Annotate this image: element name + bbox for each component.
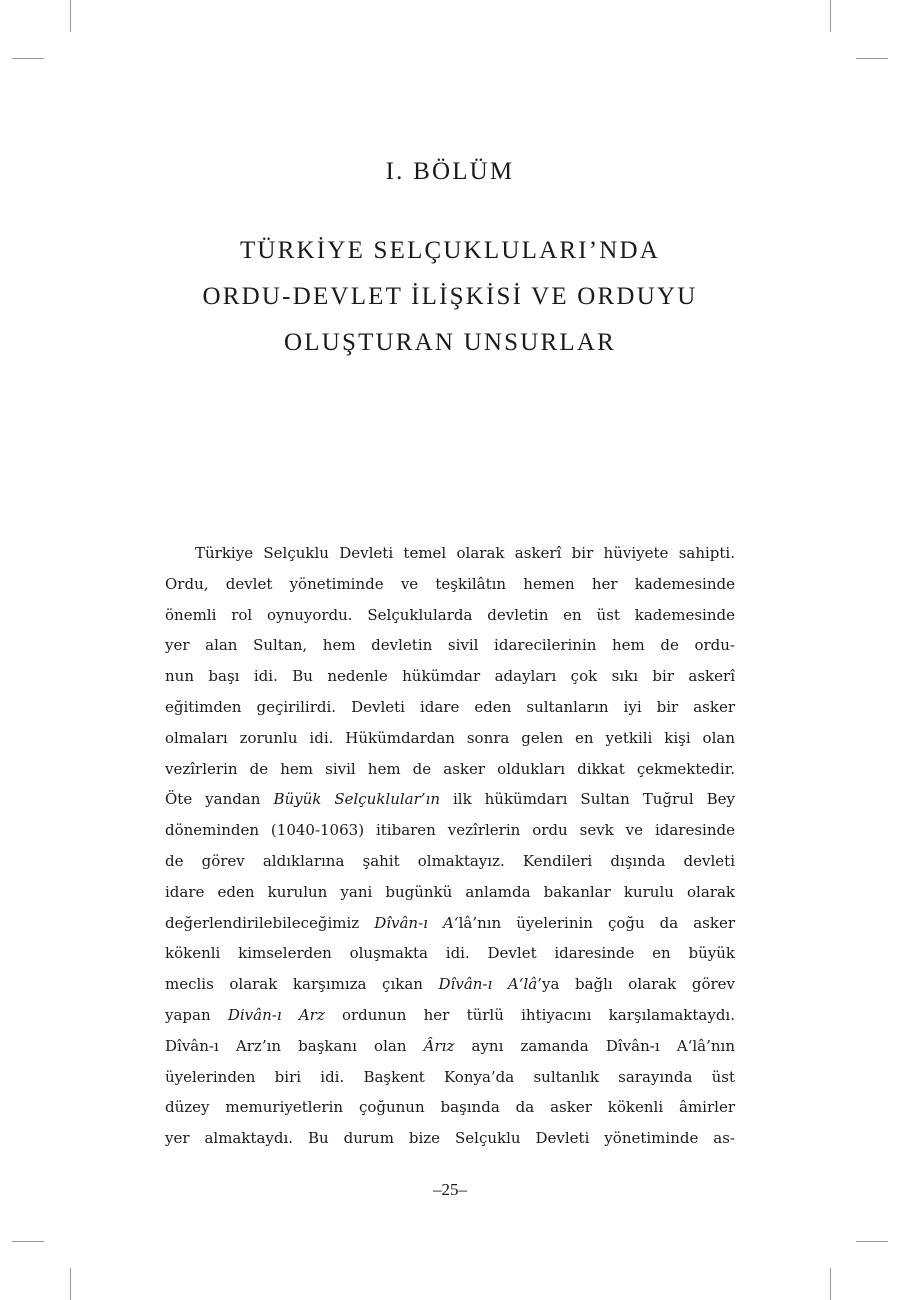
text-segment: yapan bbox=[165, 1005, 228, 1024]
text-line: olmaları zorunlu idi. Hükümdardan sonra gelen en yetkili kişi olan bbox=[165, 728, 735, 747]
text-line: yer almaktaydı. Bu durum bize Selçuklu Devleti yönetiminde as- bbox=[165, 1129, 735, 1148]
text-segment: ’ya bağlı olarak görev bbox=[537, 975, 735, 994]
text-line: düzey memuriyetlerin çoğunun başında da asker kökenli âmirler bbox=[165, 1098, 735, 1117]
crop-mark bbox=[12, 1241, 44, 1242]
crop-mark bbox=[70, 1268, 71, 1300]
chapter-title-line: TÜRKİYE SELÇUKLULARI’NDA bbox=[239, 237, 661, 264]
text-line bbox=[165, 908, 735, 939]
chapter-title-line: OLUŞTURAN UNSURLAR bbox=[284, 329, 616, 356]
text-line: Türkiye Selçuklu Devleti temel olarak askerî bir hüviyete sahipti. bbox=[195, 544, 735, 562]
chapter-title bbox=[0, 228, 900, 366]
text-line bbox=[165, 969, 735, 1000]
text-line: de görev aldıklarına şahit olmaktayız. Kendileri dışında devleti bbox=[165, 851, 735, 870]
crop-mark bbox=[70, 0, 71, 32]
chapter-title-line: ORDU-DEVLET İLİŞKİSİ VE ORDUYU bbox=[202, 283, 698, 310]
crop-mark bbox=[830, 0, 831, 32]
italic-term: Dîvân-ı A‘lâ bbox=[438, 975, 538, 994]
crop-mark bbox=[12, 58, 44, 59]
italic-term: Ârız bbox=[423, 1036, 455, 1055]
crop-mark bbox=[856, 58, 888, 59]
text-line bbox=[165, 1031, 735, 1062]
text-segment: meclis olarak karşımıza çıkan bbox=[165, 975, 439, 994]
text-line: nun başı idi. Bu nedenle hükümdar adayları çok sıkı bir askerî bbox=[165, 667, 735, 686]
text-line: yer alan Sultan, hem devletin sivil idarecilerinin hem de ordu- bbox=[165, 636, 735, 655]
text-line: Ordu, devlet yönetiminde ve teşkilâtın hemen her kademesinde bbox=[165, 574, 735, 593]
crop-mark bbox=[830, 1268, 831, 1300]
text-line: kökenli kimselerden oluşmakta idi. Devlet idaresinde en büyük bbox=[165, 944, 735, 963]
italic-term: Büyük Selçuklular’ın bbox=[273, 790, 441, 809]
text-segment: ordunun her türlü ihtiyacını karşılamaktaydı. bbox=[324, 1005, 735, 1024]
italic-term: Divân-ı Arz bbox=[227, 1005, 325, 1024]
text-line bbox=[165, 1000, 735, 1031]
text-line: önemli rol oynuyordu. Selçuklularda devletin en üst kademesinde bbox=[165, 605, 735, 624]
text-line: vezîrlerin de hem sivil hem de asker oldukları dikkat çekmektedir. bbox=[165, 759, 735, 778]
text-segment: Dîvân-ı Arz’ın başkanı olan bbox=[165, 1036, 424, 1055]
text-segment: ilk hükümdarı Sultan Tuğrul Bey bbox=[440, 790, 735, 809]
chapter-heading: I. BÖLÜM bbox=[385, 158, 515, 185]
text-segment: aynı zamanda Dîvân-ı A‘lâ’nın bbox=[454, 1036, 735, 1055]
text-segment: lâ’nın üyelerinin çoğu da asker bbox=[458, 913, 735, 932]
body-paragraph bbox=[165, 538, 735, 1154]
italic-term: Dîvân-ı A‘ bbox=[374, 913, 459, 932]
text-line: idare eden kurulun yani bugünkü anlamda bakanlar kurulu olarak bbox=[165, 882, 735, 901]
crop-mark bbox=[856, 1241, 888, 1242]
page-number: –25– bbox=[433, 1180, 467, 1199]
text-line: eğitimden geçirilirdi. Devleti idare eden sultanların iyi bir asker bbox=[165, 697, 735, 716]
text-line: döneminden (1040-1063) itibaren vezîrlerin ordu sevk ve idaresinde bbox=[165, 821, 735, 840]
text-segment: değerlendirilebileceğimiz bbox=[165, 913, 375, 932]
text-segment: Öte yandan bbox=[165, 790, 274, 809]
text-line bbox=[165, 784, 735, 815]
text-line: üyelerinden biri idi. Başkent Konya’da sultanlık sarayında üst bbox=[165, 1067, 735, 1086]
